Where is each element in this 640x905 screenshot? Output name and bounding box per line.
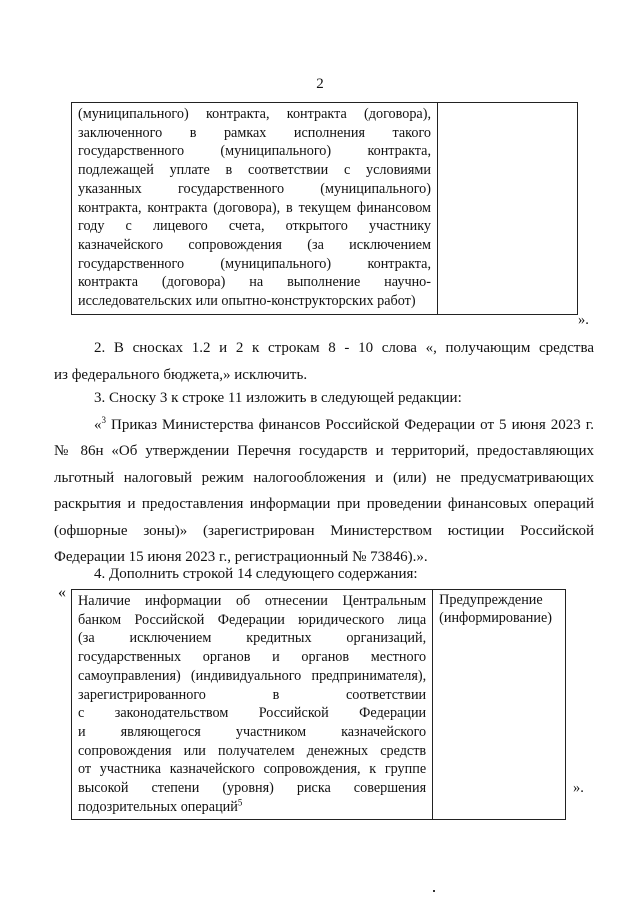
table-line: государственных органов и органов местного — [78, 649, 427, 666]
paragraph-line: из федерального бюджета,» исключить. — [54, 366, 308, 383]
page-number: 2 — [316, 76, 324, 92]
footnote-sup: 5 — [237, 797, 243, 807]
table-line: заключенного в рамках исполнения такого — [78, 124, 431, 141]
table-line: контракта (договора) на выполнение научно- — [78, 274, 431, 291]
opening-quote: « — [58, 584, 66, 601]
table-cell-text — [72, 590, 433, 820]
table-line: от участника казначейского сопровождения, к группе — [78, 761, 427, 778]
table-line-text: подозрительных операций — [78, 798, 238, 815]
paragraph-4 — [54, 561, 594, 588]
paragraph-line: льготный налоговый режим налогообложения и (или) не предусматривающих — [54, 469, 594, 486]
table-row — [72, 103, 578, 315]
table-cell-empty — [438, 103, 578, 315]
table-line: зарегистрированного в соответствии — [78, 686, 427, 703]
table-line: с законодательством Российской Федерации — [78, 705, 427, 722]
table-line: высокой степени (уровня) риска совершения — [78, 780, 427, 797]
paragraph-line: № 86н «Об утверждении Перечня государств и территорий, предоставляющих — [54, 443, 594, 459]
paragraph-text: Приказ Министерства финансов Российской Федерации от 5 июня 2023 г. — [106, 416, 594, 433]
measure-line: Предупреждение — [439, 592, 543, 608]
table-row — [72, 590, 566, 820]
table-line: указанных государственного (муниципального) — [78, 180, 431, 197]
table-line: банком Российской Федерации юридического лица — [78, 611, 427, 628]
table-row-14 — [71, 589, 566, 820]
footnote-sup: 3 — [101, 414, 106, 425]
table-line: Наличие информации об отнесении Центральным — [78, 593, 427, 609]
table-line: государственного (муниципального) контракта, — [78, 255, 431, 272]
table-line: и являющегося участником казначейского — [78, 723, 427, 740]
closing-quote: ». — [573, 780, 584, 796]
table-line: (муниципального) контракта, контракта (договора), — [78, 106, 431, 122]
paragraph-3 — [54, 385, 594, 571]
paragraph-2 — [54, 335, 594, 388]
quote-mark: « — [94, 416, 102, 433]
table-line: подлежащей уплате в соответствии с условиями — [78, 162, 431, 179]
paragraph-heading: 3. Сноску 3 к строке 11 изложить в следующей редакции: — [94, 390, 462, 406]
paragraph-heading: 4. Дополнить строкой 14 следующего содержания: — [94, 566, 418, 582]
scan-dot — [433, 890, 435, 892]
table-line: государственного (муниципального) контракта, — [78, 143, 431, 160]
table-line: году с лицевого счета, открытого участнику — [78, 218, 431, 235]
table-line: (за исключением кредитных организаций, — [78, 630, 427, 647]
closing-quote: ». — [578, 312, 589, 328]
table-cell-measure — [433, 590, 566, 820]
table-line: казначейского сопровождения (за исключением — [78, 236, 431, 253]
paragraph-line: Федерации 15 июня 2023 г., регистрационный № 73846).». — [54, 549, 428, 565]
paragraph-line: (офшорные зоны)» (зарегистрирован Министерством юстиции Российской — [54, 522, 594, 539]
table-line: исследовательских или опытно-конструкторских работ) — [78, 293, 416, 310]
measure-line: (информирование) — [439, 609, 552, 626]
table-line: сопровождения или получателем денежных средств — [78, 742, 427, 759]
paragraph-line — [54, 412, 594, 439]
table-line: самоуправления) (индивидуального предпринимателя), — [78, 667, 427, 684]
table-line — [78, 798, 426, 817]
paragraph-line: 2. В сносках 1.2 и 2 к строкам 8 - 10 слова «, получающим средства — [94, 340, 594, 356]
table-cell-text — [72, 103, 438, 315]
table-line: контракта, контракта (договора), в текущем финансовом — [78, 199, 431, 216]
table-continuation — [71, 102, 578, 315]
paragraph-line: раскрытия и предоставления информации при проведении финансовых операций — [54, 496, 594, 512]
